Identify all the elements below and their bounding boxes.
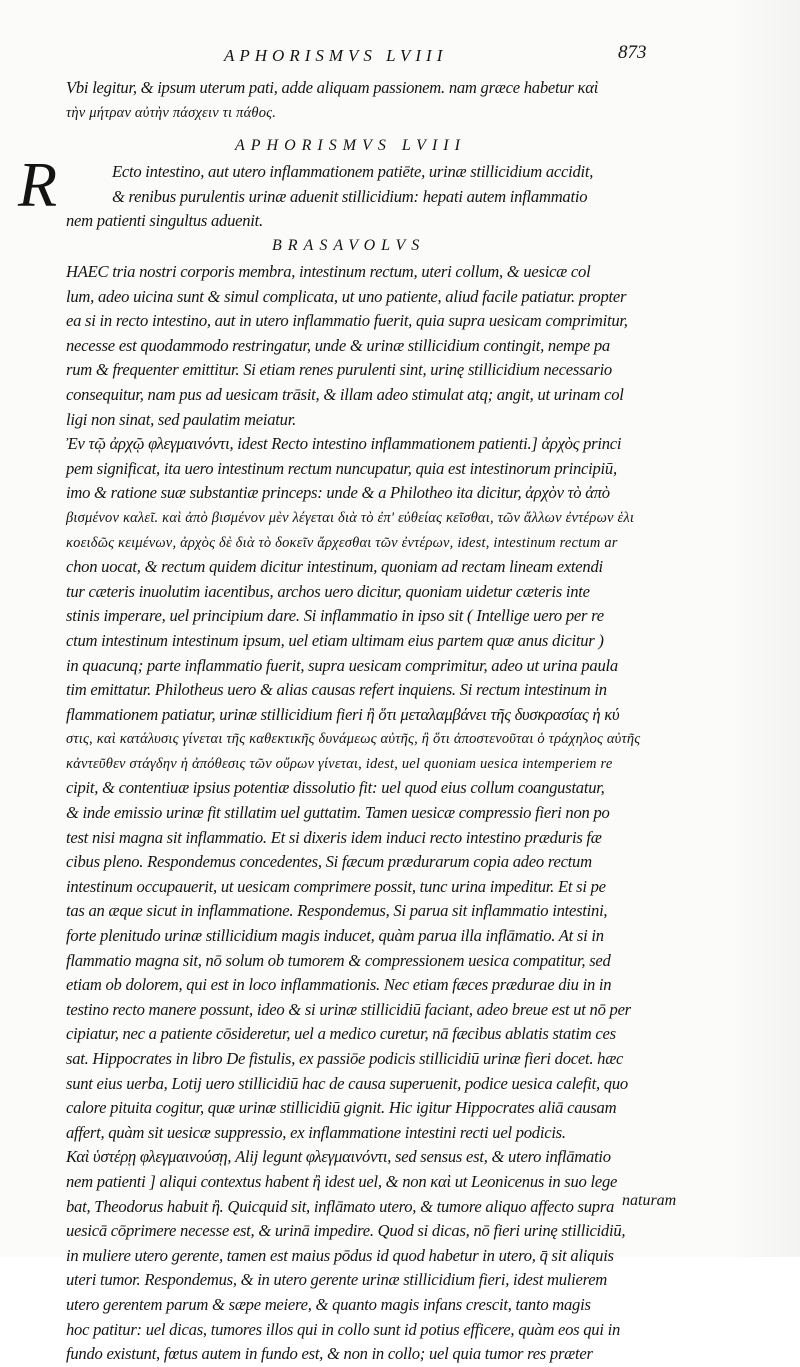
commentary-line: utero gerentem parum & sæpe meiere, & quanto magis infans crescit, tanto magis: [66, 1294, 591, 1314]
commentary-line-greek: κοειδῶς κειμένων, ἀρχὸς δὲ διὰ τὸ δοκεῖν ἄρχεσθαι τῶν ἐντέρων, idest, intestinum rectum ar: [66, 534, 618, 551]
commentary-line: intestinum occupauerit, ut uesicam comprimere possit, tunc urina impeditur. Et si pe: [66, 876, 606, 896]
running-head: APHORISMVS LVIII: [224, 46, 448, 65]
commentary-line: chon uocat, & rectum quidem dicitur intestinum, quoniam ad rectam lineam extendi: [66, 557, 603, 577]
commentary-line: & inde emissio urinæ fit stillatim uel guttatim. Tamen uesicæ compressio fieri non po: [66, 803, 610, 823]
page-edge-shadow: [730, 0, 800, 1257]
commentary-line: calore pituita cogitur, quæ urinæ stillicidiū gignit. Hic igitur Hippocrates aliā causam: [66, 1098, 617, 1118]
aphorism-heading: APHORISMVS LVIII: [235, 137, 466, 154]
commentary-line-greek: βισμένον καλεῖ. καὶ ἀπὸ βισμένον μὲν λέγεται διὰ τὸ ἐπ' εὐθείας κεῖσθαι, τῶν ἄλλων ἐντέρων ἑλι: [66, 509, 635, 526]
intro-line-greek: τὴν μήτραν αὐτὴν πάσχειν τι πάθος.: [66, 104, 277, 121]
commentary-line: HAEC tria nostri corporis membra, intestinum rectum, uteri collum, & uesicæ col: [66, 262, 591, 281]
commentary-line: stinis imperare, uel principium dare. Si inflammatio in ipso sit ( Intellige uero per re: [66, 606, 604, 626]
commentary-line: cipit, & contentiuæ ipsius potentiæ dissolutio fit: uel quod eius collum coangustatur,: [66, 778, 605, 798]
commentary-line: imo & ratione suæ substantiæ princeps: unde & a Philotheo ita dicitur, ἀρχὸν τὸ ἀπὸ: [66, 483, 610, 503]
commentary-line-greek: κἀντεῦθεν στάγδην ἡ ἀπόθεσις τῶν οὔρων γίνεται, idest, uel quoniam uesica intemperiem re: [66, 755, 613, 772]
commentary-line: affert, quàm sit uesicæ suppressio, ex inflammatione intestini recti uel podicis.: [66, 1122, 566, 1142]
commentary-line: forte plenitudo urinæ stillicidium magis inducet, quàm parua illa inflāmatio. At si in: [66, 926, 604, 946]
commentary-line: Ἐν τῷ ἀρχῷ φλεγμαινόντι, idest Recto intestino inflammationem patienti.] ἀρχὸς princi: [66, 434, 622, 454]
commentary-heading: BRASAVOLVS: [272, 237, 426, 254]
commentary-line: in muliere utero gerente, tamen est maius pōdus id quod habetur in utero, q̄ sit aliquis: [66, 1245, 614, 1265]
commentary-line: hoc patitur: uel dicas, tumores illos qui in collo sunt id potius efficere, quàm eos qui in: [66, 1319, 620, 1339]
commentary-line: pem significat, ita uero intestinum rectum nuncupatur, quia est intestinorum principiū,: [66, 458, 617, 478]
aphorism-line: nem patienti singultus aduenit.: [66, 211, 263, 231]
commentary-line: rum & frequenter emittitur. Si etiam renes purulenti sint, urinę stillicidium necessario: [66, 360, 612, 380]
commentary-line: cipiatur, nec a patiente cōsideretur, uel a medico curetur, nā fæcibus ablatis statim ces: [66, 1024, 616, 1044]
commentary-line: ligi non sinat, sed paulatim meiatur.: [66, 409, 296, 429]
drop-cap: R: [18, 149, 58, 220]
intro-line: Vbi legitur, & ipsum uterum pati, adde aliquam passionem. nam græce habetur καὶ: [66, 78, 599, 97]
commentary-line: nem patienti ] aliqui contextus habent ἢ idest uel, & non καὶ ut Leonicenus in suo lege: [66, 1171, 618, 1191]
commentary-line: etiam ob dolorem, qui est in loco inflammationis. Nec etiam fæces prædurae diu in in: [66, 975, 612, 995]
aphorism-text: [66, 160, 686, 234]
commentary-line: test nisi magna sit inflammatio. Et si dixeris idem induci recto intestino præduris fæ: [66, 827, 602, 847]
commentary-line: flammatio magna sit, nō solum ob tumorem & compressionem uesica compatitur, sed: [66, 950, 611, 970]
commentary-line: tas an æque sicut in inflammatione. Respondemus, Si parua sit inflammatio intestini,: [66, 901, 608, 921]
commentary-line-greek: στις, καὶ κατάλυσις γίνεται τῆς καθεκτικῆς δυνάμεως αὐτῆς, ἢ ὅτι ἀποστενοῦται ὁ τράχηλος αὐτῆς: [66, 731, 641, 748]
aphorism-line: Ecto intestino, aut utero inflammationem patiēte, urinæ stillicidium accidit,: [112, 162, 594, 181]
commentary-line: cibus pleno. Respondemus concedentes, Si fæcum prædurarum copia adeo rectum: [66, 852, 592, 872]
commentary-line: ea si in recto intestino, aut in utero inflammatio fuerit, quia supra uesicam comprimitur,: [66, 311, 628, 331]
page-number: 873: [618, 42, 647, 63]
commentary-line: Καὶ ὑστέρῃ φλεγμαινούσῃ, Alij legunt φλεγμαινόντι, sed sensus est, & utero inflāmatio: [66, 1147, 611, 1167]
commentary-line: sunt eius uerba, Lotij uero stillicidiū hac de causa superuenit, podice uesica calefit, quo: [66, 1073, 628, 1093]
commentary-line: ctum intestinum intestinum ipsum, uel etiam ultimam eius partem quæ anus dicitur ): [66, 630, 604, 650]
commentary-line: uesicā cōprimere necesse est, & urinā impedire. Quod si dicas, nō fieri urinę stillicidiū,: [66, 1221, 626, 1241]
commentary-line: consequitur, nam pus ad uesicam trāsit, & illam adeo stimulat atq; angit, ut urinam col: [66, 384, 624, 404]
catchword: naturam: [622, 1192, 677, 1209]
commentary-line: fundo existunt, fœtus autem in fundo est, & non in collo; uel quia tumor res præter: [66, 1344, 593, 1364]
commentary-line: tur cæteris inuolutim iacentibus, archos uero dicitur, quoniam uidetur cæteris inte: [66, 581, 590, 601]
intro-text-block: [66, 76, 686, 125]
commentary-line: lum, adeo uicina sunt & simul complicata, ut uno patiente, aliud facile patiatur. propter: [66, 286, 627, 306]
commentary-line: in quacunq; parte inflammatio fuerit, supra uesicam comprimitur, adeo ut urina paula: [66, 655, 618, 675]
commentary-line: necesse est quodammodo restringatur, unde & urinæ stillicidium contingit, nempe pa: [66, 335, 610, 355]
commentary-line: testino recto manere possunt, ideo & si urinæ stillicidiū faciant, adeo breue est ut nō per: [66, 999, 631, 1019]
aphorism-line: & renibus purulentis urinæ aduenit stillicidium: hepati autem inflammatio: [112, 186, 588, 206]
commentary-line: flammationem patiatur, urinæ stillicidium fieri ἢ ὅτι μεταλαμβάνει τῆς δυσκρασίας ἡ κύ: [66, 704, 620, 724]
commentary-line: uteri tumor. Respondemus, & in utero gerente urinæ stillicidium fieri, idest mulierem: [66, 1270, 608, 1290]
commentary-line: bat, Theodorus habuit ἢ. Quicquid sit, inflāmato utero, & tumore aliquo affecto supra: [66, 1196, 615, 1216]
commentary-line: sat. Hippocrates in libro De fistulis, ex passiōe podicis stillicidiū urinæ fieri docet. hæc: [66, 1049, 624, 1068]
commentary-text: [66, 260, 686, 1367]
commentary-line: tim emittatur. Philotheus uero & alias causas refert inquiens. Si rectum intestinum in: [66, 680, 607, 700]
